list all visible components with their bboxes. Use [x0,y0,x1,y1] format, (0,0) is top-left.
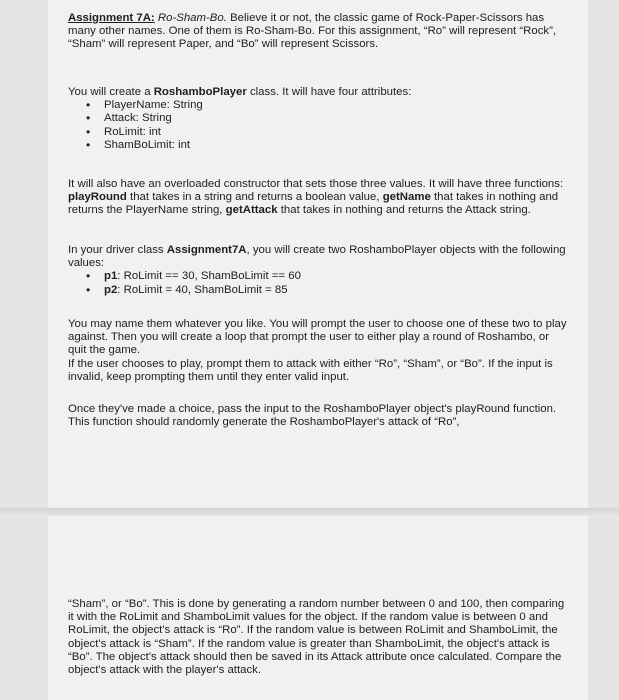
constructor-text: that takes in nothing and returns the Attack string. [280,204,531,217]
assignment-title: Ro-Sham-Bo. [157,12,227,24]
class-name: RoshamboPlayer [153,86,247,98]
list-item: • RoLimit: int [68,126,568,139]
driver-class-name: Assignment7A [166,244,247,256]
driver-lead: In your driver class [68,244,164,256]
assignment-heading: Assignment 7A: [68,12,155,24]
constructor-paragraph [68,178,568,218]
function-name: getAttack [225,204,278,217]
intro-text: Believe it or not, the classic game of Rock-Paper-Scissors has many other names. One of them is Ro-Sham-Bo. For this assignment, “Ro” will represent “Rock”, “Sham” will represent Paper, and “Bo” will represent Scissors. [68,12,557,51]
prompt-text: You may name them whatever you like. You will prompt the user to choose one of these two to play against. Then you will create a loop that prompt the user to either play a round of Roshambo, or quit the game. [68,318,567,357]
constructor-text: that takes in nothing and returns the PlayerName string, [68,191,559,217]
intro-paragraph [68,12,568,52]
list-item: • ShamBoLimit: int [68,139,568,152]
constructor-text: It will also have an overloaded constructor that sets those three values. It will have three functions: [68,178,564,190]
object-values: : RoLimit == 30, ShamBoLimit == 60 [117,270,301,283]
class-lead-after: class. It will have four attributes: [249,86,412,98]
list-item: • PlayerName: String [68,99,568,112]
object-name: p2 [104,283,118,296]
continuation-text: “Sham”, or “Bo”. This is done by generating a random number between 0 and 100, then comparing it with the RoLimit and ShamboLimit values for the object. If the random value is between 0 and RoLimit, the object's attack is “Ro”. If the random value is between RoLimit and ShamboLimit, the object's attack is “Sham”. If the random value is greater than ShamboLimit, the object's attack is “Bo”. The object's attack should then be saved in its Attack attribute once calculated. Compare the object's attack with the player's attack. [68,598,565,677]
choice-text: Once they've made a choice, pass the input to the RoshamboPlayer object's playRound function. This function should randomly generate the RoshamboPlayer's attack of “Ro”, [68,403,557,429]
object-values: : RoLimit = 40, ShamBoLimit = 85 [117,283,288,296]
object-name: p1 [104,270,118,283]
class-lead: You will create a [68,86,151,98]
prompt-paragraph [68,318,568,384]
continuation-paragraph [68,598,568,677]
prompt-text: If the user chooses to play, prompt them to attack with either “Ro”, “Sham”, or “Bo”. If the input is invalid, keep prompting them until they enter valid input. [68,357,553,383]
list-item [68,284,568,297]
class-section [68,86,568,152]
driver-section [68,244,568,297]
choice-paragraph [68,403,568,429]
driver-lead-after: , you will create two RoshamboPlayer objects with the following values: [68,244,566,270]
constructor-text: that takes in a string and returns a boolean value, [130,191,380,204]
list-item [68,270,568,283]
object-list [68,270,568,296]
function-name: getName [382,191,431,204]
list-item: • Attack: String [68,112,568,125]
attribute-list [68,99,568,152]
function-name: playRound [68,191,127,204]
